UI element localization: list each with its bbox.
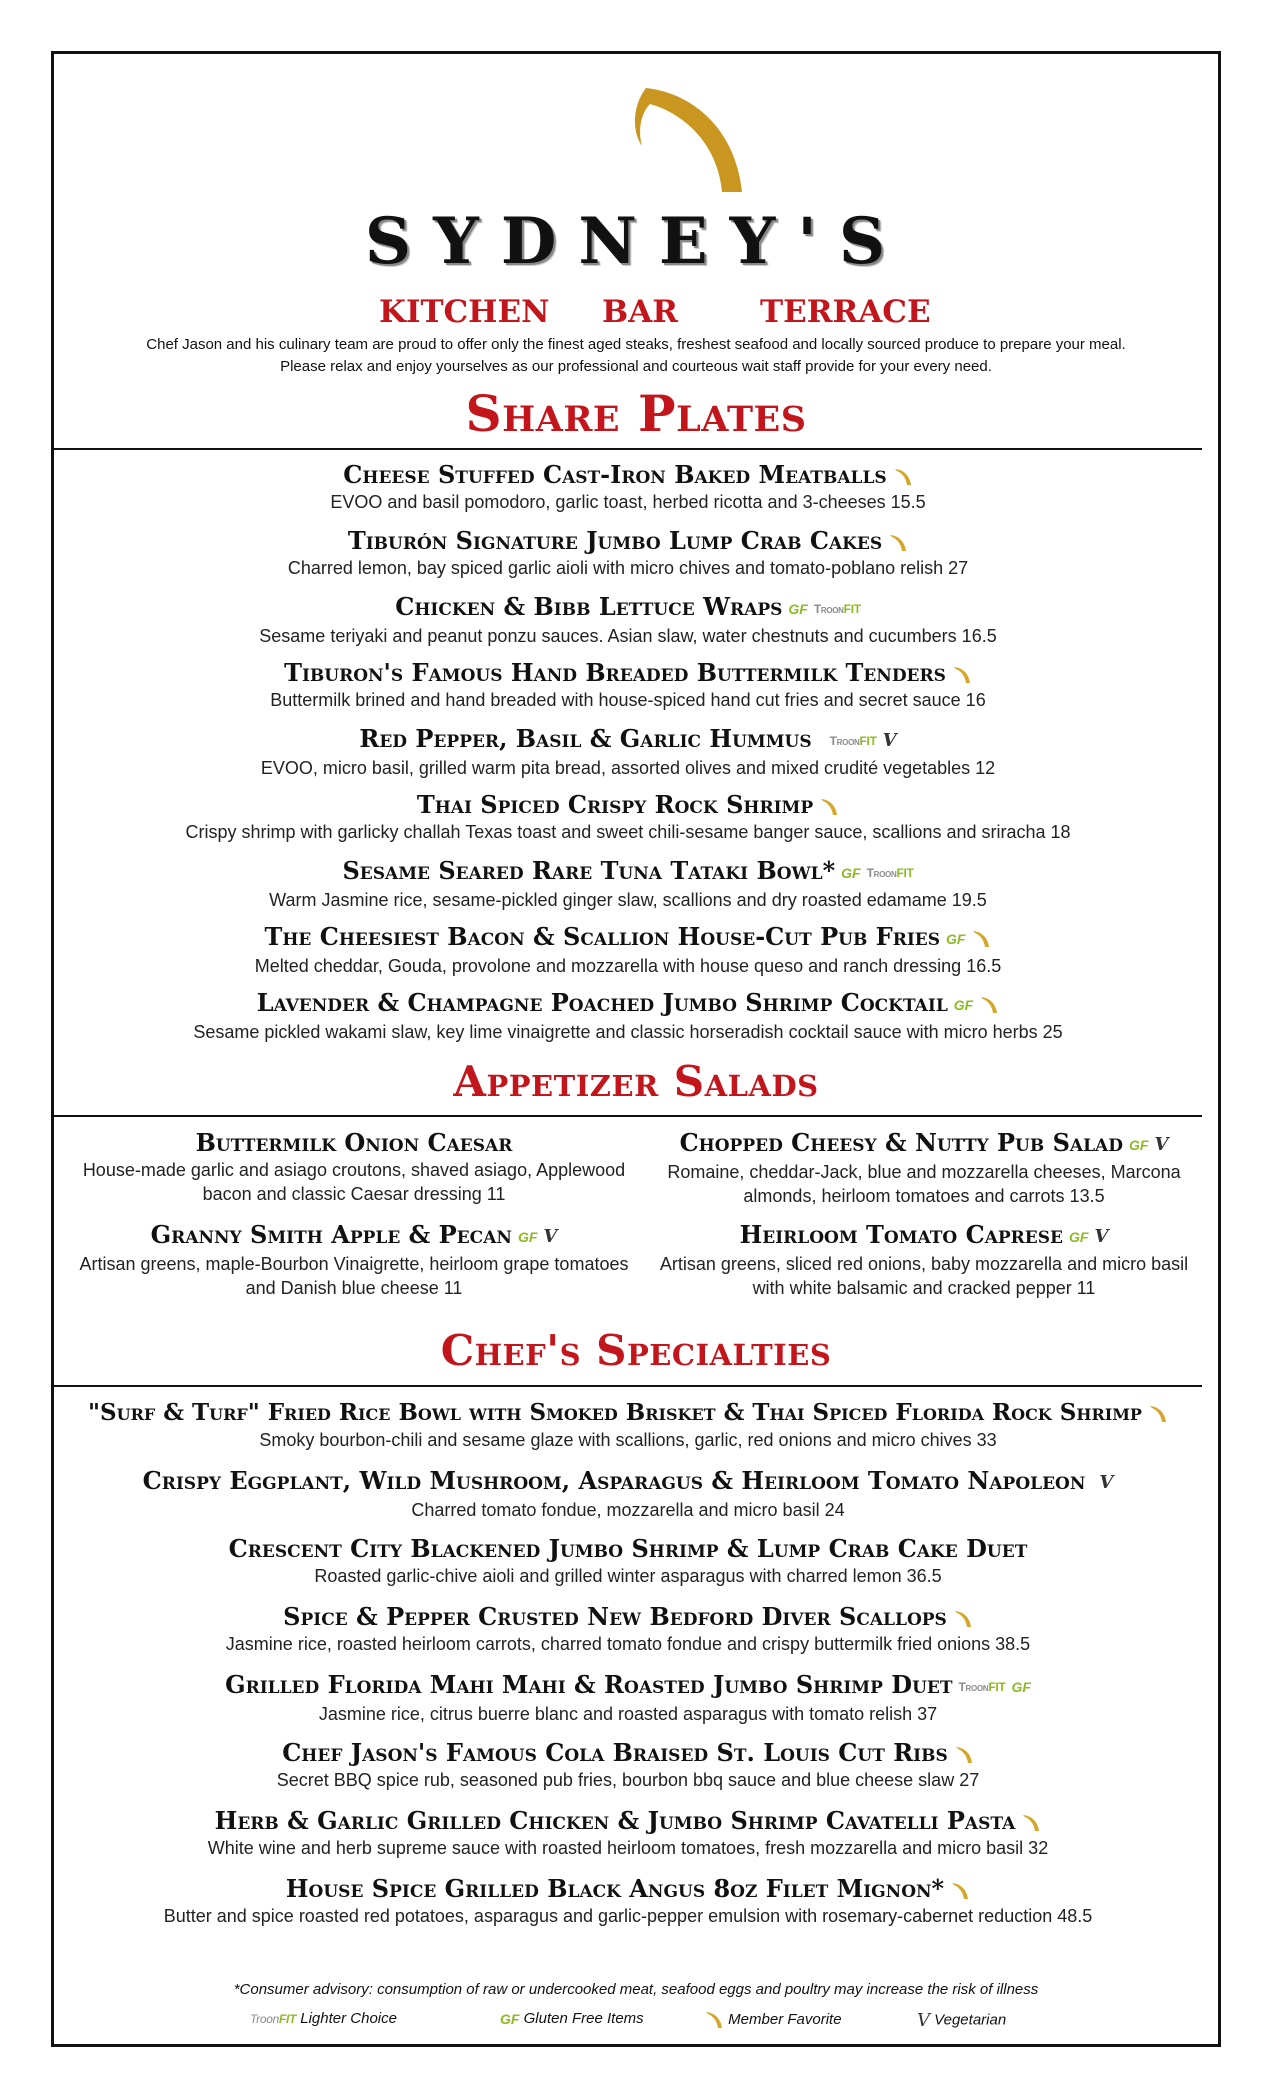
menu-item: Lavender & Champagne Poached Jumbo Shrimp Cocktail GF Sesame pickled wakami slaw, key lime vinaigrette and classic horseradish cocktail sauce with micro herbs 25 xyxy=(193,988,1063,1042)
menu-item: Chicken & Bibb Lettuce Wraps GF TroonFIT Sesame teriyaki and peanut ponzu sauces. Asian slaw, water chestnuts and cucumbers 16.5 xyxy=(259,592,997,646)
menu-item: Thai Spiced Crispy Rock Shrimp Crispy shrimp with garlicky challah Texas toast and sweet chili-sesame banger sauce, scallions and sriracha 18 xyxy=(185,790,1071,842)
section-title-appetizer-salads: Appetizer Salads xyxy=(453,1057,819,1106)
menu-item: Herb & Garlic Grilled Chicken & Jumbo Shrimp Cavatelli Pasta White wine and herb supreme sauce with roasted heirloom tomatoes, fresh mozzarella and micro basil 32 xyxy=(207,1806,1049,1858)
troon-fit-icon: TroonFIT xyxy=(813,601,861,616)
menu-item: Tiburon's Famous Hand Breaded Buttermilk Tenders Buttermilk brined and hand breaded with house-spiced hand cut fries and secret sauce 16 xyxy=(270,658,986,710)
member-favorite-icon xyxy=(704,2010,724,2030)
gluten-free-icon: GF xyxy=(1129,1136,1149,1153)
salad-item: Buttermilk Onion Caesar House-made garlic and asiago croutons, shaved asiago, Applewood bacon and classic Caesar dressing 11 xyxy=(82,1128,626,1204)
menu-item: Sesame Seared Rare Tuna Tataki Bowl* GF TroonFIT Warm Jasmine rice, sesame-pickled ginger slaw, scallions and dry roasted edamame 19.5 xyxy=(269,856,987,910)
salad-item: Granny Smith Apple & Pecan GF V Artisan greens, maple-Bourbon Vinaigrette, heirloom grape tomatoes and Danish blue cheese 11 xyxy=(79,1220,629,1298)
menu-item: Crescent City Blackened Jumbo Shrimp & Lump Crab Cake Duet Roasted garlic-chive aioli and grilled winter asparagus with charred lemon 36.5 xyxy=(228,1534,1028,1586)
gluten-free-icon: GF xyxy=(517,1228,538,1245)
member-favorite-icon xyxy=(979,995,999,1015)
gluten-free-icon: GF xyxy=(841,864,861,881)
member-favorite-icon xyxy=(953,1609,973,1629)
vegetarian-icon: V xyxy=(1094,1225,1109,1247)
menu-item: "Surf & Turf" Fried Rice Bowl with Smoked Brisket & Thai Spiced Florida Rock Shrimp Smoky bourbon-chili and sesame glaze with scallions, garlic, red onions and micro chives 33 xyxy=(54,1398,1202,1452)
troon-fit-icon: TroonFIT xyxy=(958,1679,1006,1694)
tagline-terrace: TERRACE xyxy=(760,294,931,330)
legend-vegetarian: V Vegetarian xyxy=(917,2010,1007,2031)
troon-fit-icon: TroonFIT xyxy=(829,733,877,748)
troon-fit-icon: TroonFIT xyxy=(866,865,914,880)
vegetarian-icon: V xyxy=(1154,1133,1169,1155)
shark-fin-logo-icon xyxy=(628,84,748,194)
gluten-free-icon: GF xyxy=(788,600,808,617)
vegetarian-icon: V xyxy=(1099,1471,1114,1493)
legend-gluten-free: GF Gluten Free Items xyxy=(500,2010,644,2028)
gluten-free-icon: GF xyxy=(953,996,974,1013)
member-favorite-icon xyxy=(952,665,972,685)
legend-member-favorite: Member Favorite xyxy=(704,2010,842,2030)
taglines xyxy=(54,294,1218,334)
member-favorite-icon xyxy=(1148,1404,1168,1424)
vegetarian-icon: V xyxy=(543,1225,558,1247)
section-title-chefs-specialties: Chef's Specialties xyxy=(440,1326,832,1375)
menu-item: The Cheesiest Bacon & Scallion House-Cut Pub Fries GF Melted cheddar, Gouda, provolone and mozzarella with house queso and ranch dressing 16.5 xyxy=(254,922,1002,976)
menu-item: Cheese Stuffed Cast-Iron Baked Meatballs EVOO and basil pomodoro, garlic toast, herbed ricotta and 3-cheeses 15.5 xyxy=(330,460,926,512)
gluten-free-icon: GF xyxy=(1069,1228,1089,1245)
salad-item: Heirloom Tomato Caprese GF V Artisan greens, sliced red onions, baby mozzarella and micro basil with white balsamic and cracked pepper 11 xyxy=(659,1220,1189,1298)
gluten-free-icon: GF xyxy=(946,930,966,947)
consumer-advisory: *Consumer advisory: consumption of raw or undercooked meat, seafood eggs and poultry may increase the risk of illness xyxy=(233,1981,1039,1998)
member-favorite-icon xyxy=(893,467,913,487)
menu-frame xyxy=(51,51,1221,2047)
vegetarian-icon: V xyxy=(917,2010,930,2031)
member-favorite-icon xyxy=(950,1881,970,1901)
tagline-kitchen: KITCHEN xyxy=(379,294,550,330)
salad-item: Chopped Cheesy & Nutty Pub Salad GF V Romaine, cheddar-Jack, blue and mozzarella cheeses, Marcona almonds, heirloom tomatoes and carrots 13.5 xyxy=(667,1128,1181,1206)
menu-item: Spice & Pepper Crusted New Bedford Diver Scallops Jasmine rice, roasted heirloom carrots, charred tomato fondue and crispy buttermilk fried onions 38.5 xyxy=(225,1602,1031,1654)
member-favorite-icon xyxy=(1021,1813,1041,1833)
section-title-share-plates: Share Plates xyxy=(465,384,807,443)
intro-text: Chef Jason and his culinary team are proud to offer only the finest aged steaks, freshest seafood and locally sourced produce to prepare your meal. Please relax and enjoy yourselves as our professional and courteous wait staff provide for your every need. xyxy=(146,336,1126,375)
vegetarian-icon: V xyxy=(882,729,897,751)
gluten-free-icon: GF xyxy=(1011,1678,1031,1695)
legend-lighter-choice: TroonFIT Lighter Choice xyxy=(250,2010,397,2027)
section-divider xyxy=(54,1115,1202,1117)
member-favorite-icon xyxy=(888,533,908,553)
member-favorite-icon xyxy=(971,929,991,949)
brand-name: SYDNEY'S xyxy=(364,204,908,279)
menu-item: Chef Jason's Famous Cola Braised St. Louis Cut Ribs Secret BBQ spice rub, seasoned pub fries, bourbon bbq sauce and blue cheese slaw 27 xyxy=(276,1738,980,1790)
menu-item: Red Pepper, Basil & Garlic Hummus TroonFIT V EVOO, micro basil, grilled warm pita bread, assorted olives and mixed crudité vegetables 12 xyxy=(260,724,996,778)
menu-item: Tiburón Signature Jumbo Lump Crab Cakes Charred lemon, bay spiced garlic aioli with micro chives and tomato-poblano relish 27 xyxy=(287,526,969,578)
menu-item: Grilled Florida Mahi Mahi & Roasted Jumbo Shrimp Duet TroonFIT GF Jasmine rice, citrus buerre blanc and roasted asparagus with tomato relish 37 xyxy=(225,1670,1031,1724)
gluten-free-icon: GF xyxy=(500,2011,520,2028)
menu-item: Crispy Eggplant, Wild Mushroom, Asparagus & Heirloom Tomato Napoleon V Charred tomato fondue, mozzarella and micro basil 24 xyxy=(142,1466,1114,1520)
member-favorite-icon xyxy=(954,1745,974,1765)
troon-fit-icon: TroonFIT xyxy=(250,2012,297,2027)
tagline-bar: BAR xyxy=(602,294,679,330)
section-divider xyxy=(54,1385,1202,1387)
section-divider xyxy=(54,448,1202,450)
menu-item: House Spice Grilled Black Angus 8oz Filet Mignon* Butter and spice roasted red potatoes, asparagus and garlic-pepper emulsion with rosemary-cabernet reduction 48.5 xyxy=(163,1874,1093,1926)
icon-legend xyxy=(54,2010,1218,2034)
member-favorite-icon xyxy=(819,797,839,817)
